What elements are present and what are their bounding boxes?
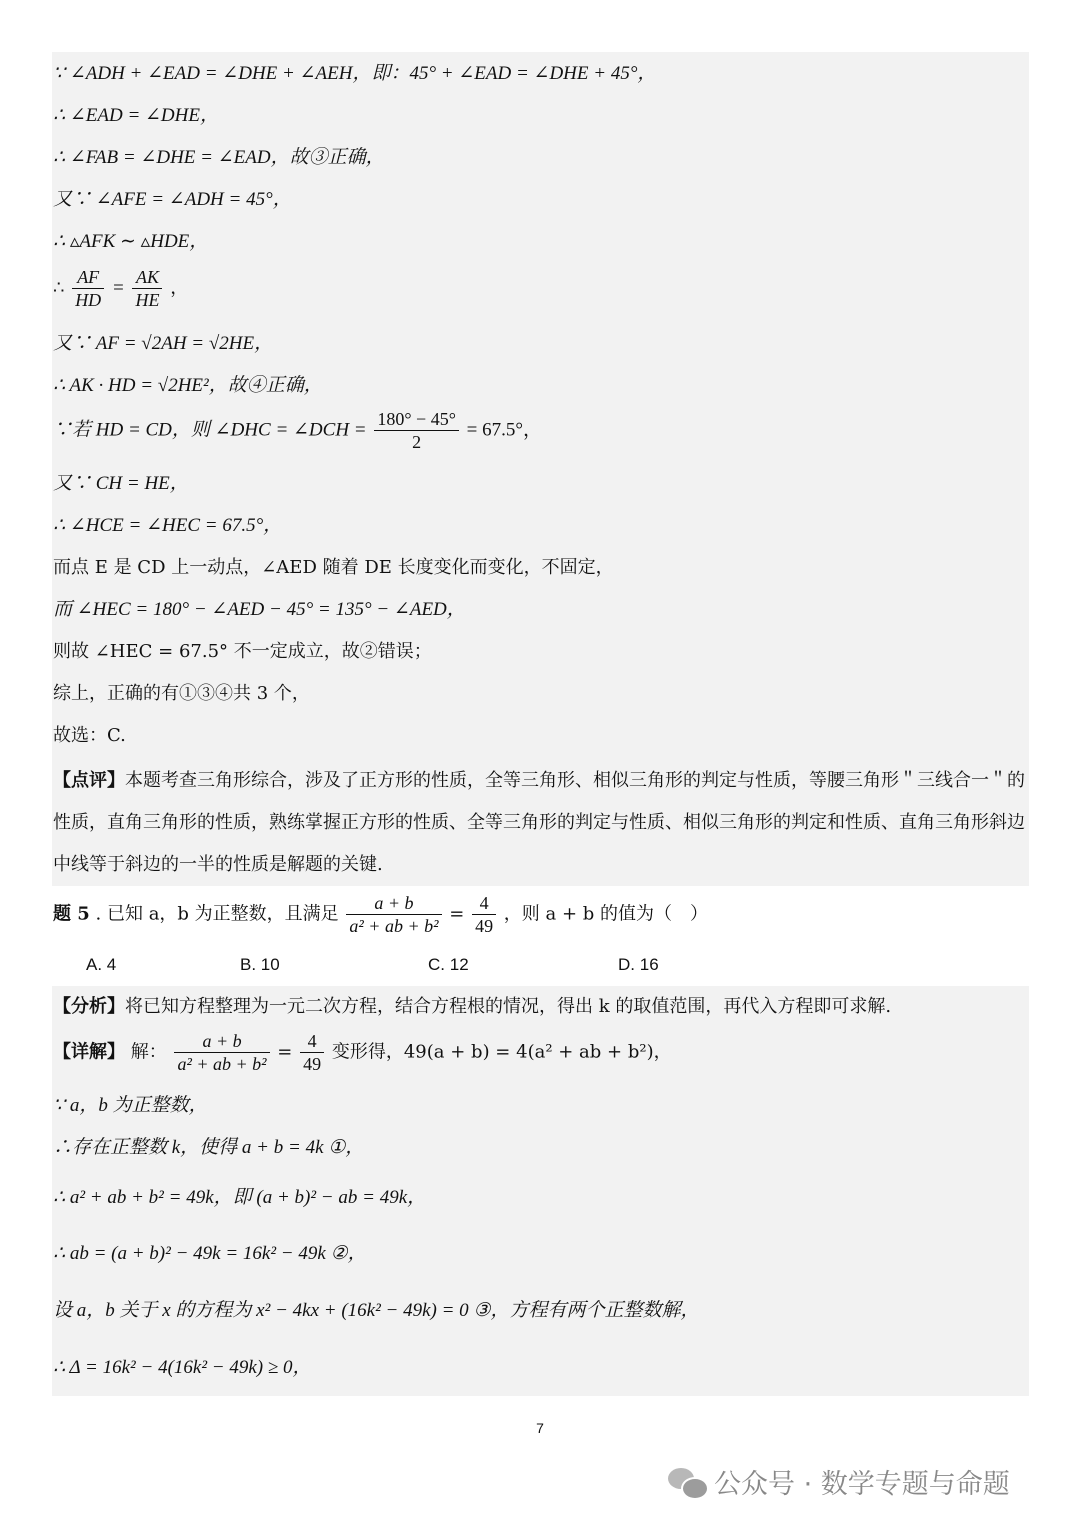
option-d[interactable] bbox=[618, 955, 659, 975]
solution-line: 又∵ AF = √2AH = √2HE， bbox=[53, 333, 274, 354]
comment-paragraph bbox=[53, 760, 1028, 886]
solution-line: 故选：C. bbox=[53, 725, 126, 746]
analysis-text: 将已知方程整理为一元二次方程，结合方程根的情况，得出 k 的取值范围，再代入方程即可求解. bbox=[125, 996, 892, 1017]
option-c[interactable] bbox=[428, 955, 469, 975]
option-value: 12 bbox=[449, 955, 469, 974]
option-letter: A. bbox=[86, 955, 103, 974]
page-number: 7 bbox=[536, 1420, 544, 1436]
footer-watermark bbox=[668, 1462, 1010, 1501]
option-a[interactable] bbox=[86, 955, 116, 975]
line-suffix: ， bbox=[170, 277, 189, 299]
solution-line: 则故 ∠HEC = 67.5° 不一定成立，故②错误； bbox=[53, 641, 432, 662]
option-value: 16 bbox=[639, 955, 659, 974]
wechat-icon bbox=[668, 1466, 706, 1498]
line-prefix: ∵若 HD = CD，则 ∠DHC = ∠DCH = bbox=[53, 419, 367, 441]
angle-line bbox=[53, 408, 1028, 453]
ratio-line bbox=[53, 266, 1028, 311]
detail-fraction bbox=[174, 1030, 269, 1075]
solution-line: ∴ a² + ab + b² = 49k，即 (a + b)² − ab = 49k， bbox=[53, 1187, 427, 1208]
analysis-paragraph bbox=[53, 995, 1028, 1019]
line-prefix: ∴ bbox=[53, 277, 65, 299]
detail-fraction-4-49 bbox=[300, 1030, 324, 1075]
solution-line: ∴ ∠FAB = ∠DHE = ∠EAD，故③正确， bbox=[53, 147, 385, 168]
option-letter: D. bbox=[618, 955, 635, 974]
detail-label: 【详解】 bbox=[53, 1041, 125, 1063]
equals-sign: = bbox=[449, 903, 465, 925]
solution-line: 而 ∠HEC = 180° − ∠AED − 45° = 135° − ∠AED， bbox=[53, 599, 466, 620]
question-fraction bbox=[346, 892, 441, 937]
equals-sign: = bbox=[111, 277, 125, 299]
option-value: 10 bbox=[260, 955, 280, 974]
detail-line bbox=[53, 1030, 1028, 1075]
fraction-numerator: a + b bbox=[202, 1031, 242, 1051]
question-prefix: . 已知 a，b 为正整数，且满足 bbox=[95, 903, 339, 925]
fraction-denominator: a² + ab + b² bbox=[346, 914, 441, 937]
fraction-af-hd bbox=[72, 266, 104, 311]
solution-line: ∴ ∠EAD = ∠DHE， bbox=[53, 105, 219, 126]
fraction-angle bbox=[374, 408, 459, 453]
solution-line: ∴ AK · HD = √2HE²，故④正确， bbox=[53, 375, 323, 396]
detail-suffix: 变形得，49(a + b) = 4(a² + ab + b²)， bbox=[331, 1041, 672, 1063]
solution-line: ∵ ∠ADH + ∠EAD = ∠DHE + ∠AEH，即：45° + ∠EAD = ∠DHE + 45°， bbox=[53, 63, 657, 84]
fraction-denominator: 2 bbox=[374, 430, 459, 453]
fraction-numerator: AK bbox=[135, 267, 159, 287]
solution-line: ∵ a，b 为正整数， bbox=[53, 1095, 208, 1116]
fraction-denominator: HE bbox=[132, 288, 162, 311]
solution-line: 综上，正确的有①③④共 3 个， bbox=[53, 683, 310, 704]
solution-line: ∴ Δ = 16k² − 4(16k² − 49k) ≥ 0， bbox=[53, 1357, 312, 1378]
fraction-numerator: a + b bbox=[374, 893, 414, 913]
fraction-ak-he bbox=[132, 266, 162, 311]
analysis-label: 【分析】 bbox=[53, 996, 125, 1017]
question-5 bbox=[53, 892, 1028, 937]
option-value: 4 bbox=[106, 955, 117, 974]
solution-line: ∴ ▵AFK ∼ ▵HDE， bbox=[53, 231, 209, 252]
fraction-numerator: 180° − 45° bbox=[377, 409, 456, 429]
fraction-numerator: 4 bbox=[307, 1031, 317, 1051]
fraction-numerator: 4 bbox=[479, 893, 489, 913]
fraction-denominator: a² + ab + b² bbox=[174, 1052, 269, 1075]
detail-prefix: 解： bbox=[130, 1041, 167, 1063]
fraction-denominator: HD bbox=[72, 288, 104, 311]
solution-line: 而点 E 是 CD 上一动点，∠AED 随着 DE 长度变化而变化，不固定， bbox=[53, 557, 614, 578]
equals-sign: = bbox=[277, 1041, 293, 1063]
fraction-denominator: 49 bbox=[300, 1052, 324, 1075]
option-letter: B. bbox=[240, 955, 257, 974]
question-suffix: ，则 a + b 的值为（ ） bbox=[503, 903, 709, 925]
option-letter: C. bbox=[428, 955, 445, 974]
comment-text: 本题考查三角形综合，涉及了正方形的性质，全等三角形、相似三角形的判定与性质，等腰三角形＂三线合一＂的性质，直角三角形的性质，熟练掌握正方形的性质、全等三角形的判定与性质、相似三角形的判定和性质、直角三角形斜边中线等于斜边的一半的性质是解题的关键. bbox=[53, 770, 1025, 875]
solution-line: ∴ ab = (a + b)² − 49k = 16k² − 49k ②， bbox=[53, 1243, 367, 1264]
question-label: 题 5 bbox=[53, 903, 90, 925]
solution-line: ∴存在正整数 k，使得 a + b = 4k ①， bbox=[53, 1137, 365, 1158]
solution-line: 设 a，b 关于 x 的方程为 x² − 4kx + (16k² − 49k) = 0 ③，方程有两个正整数解， bbox=[53, 1300, 700, 1321]
solution-line: ∴ ∠HCE = ∠HEC = 67.5°， bbox=[53, 515, 283, 536]
fraction-numerator: AF bbox=[77, 267, 100, 287]
line-suffix: = 67.5°， bbox=[466, 419, 542, 441]
comment-label: 【点评】 bbox=[53, 770, 125, 791]
option-b[interactable] bbox=[240, 955, 280, 975]
footer-text: 公众号 · 数学专题与命题 bbox=[714, 1469, 1010, 1500]
question-fraction-4-49 bbox=[472, 892, 496, 937]
fraction-denominator: 49 bbox=[472, 914, 496, 937]
solution-line: 又∵ CH = HE， bbox=[53, 473, 189, 494]
solution-line: 又∵ ∠AFE = ∠ADH = 45°， bbox=[53, 189, 292, 210]
